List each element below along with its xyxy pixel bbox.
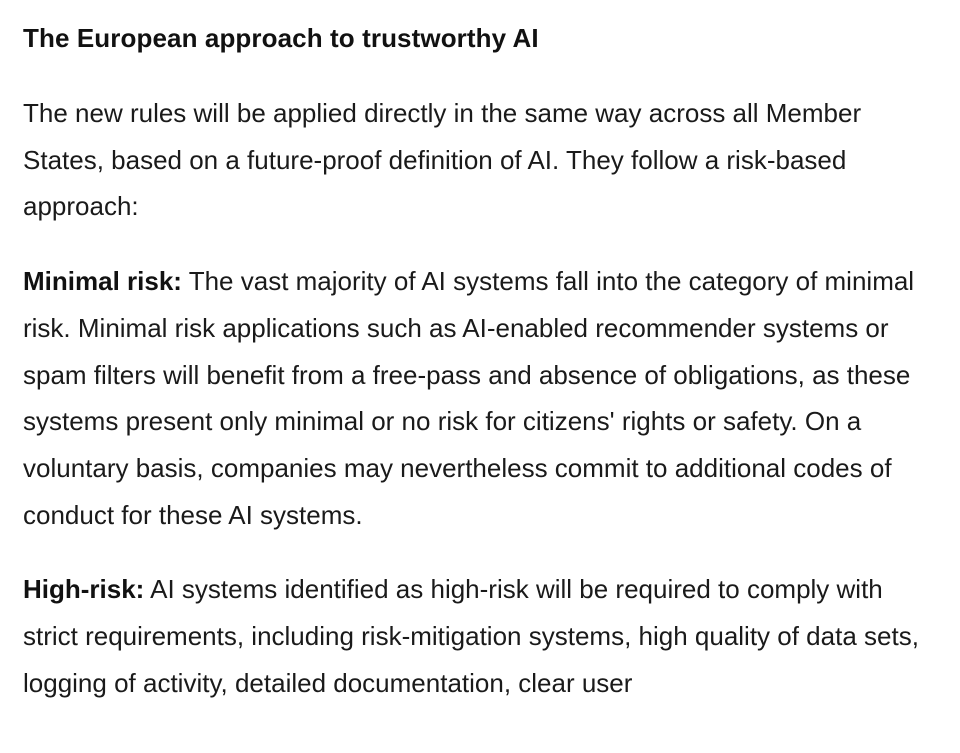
intro-paragraph: The new rules will be applied directly in the same way across all Member States, based on a future-proof definition of AI. They follow a risk-based approach:	[23, 98, 862, 222]
section-heading: The European approach to trustworthy AI	[23, 23, 539, 53]
high-risk-paragraph	[23, 566, 920, 706]
high-risk-text: AI systems identified as high-risk will be required to comply with strict requirements, including risk-mitigation systems, high quality of data sets, logging of activity, detailed documentation, clear user	[23, 574, 919, 698]
minimal-risk-text: The vast majority of AI systems fall into the category of minimal risk. Minimal risk applications such as AI-enabled recommender systems or spam filters will benefit from a free-pass and absence of obligations, as these systems present only minimal or no risk for citizens' rights or safety. On a voluntary basis, companies may nevertheless commit to additional codes of conduct for these AI systems.	[23, 266, 915, 530]
minimal-risk-paragraph	[23, 258, 920, 538]
minimal-risk-label: Minimal risk:	[23, 266, 182, 297]
high-risk-label: High-risk:	[23, 574, 145, 605]
